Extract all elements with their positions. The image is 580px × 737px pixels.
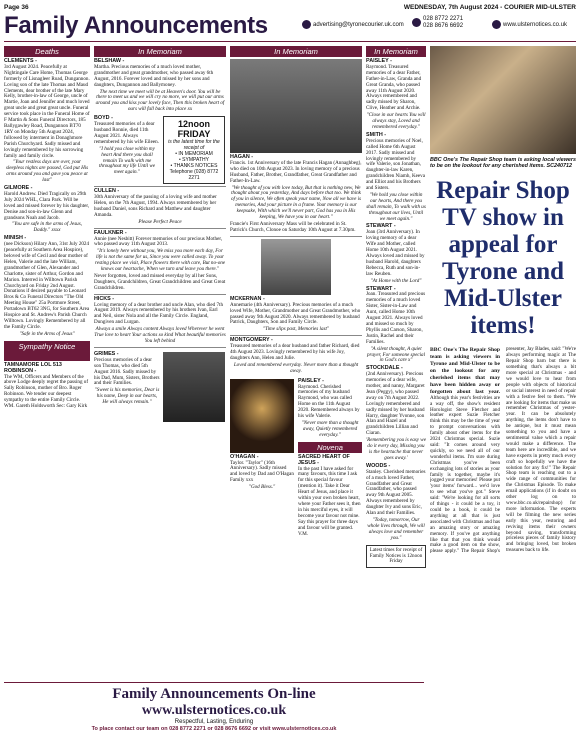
memoriam-notice	[94, 231, 226, 292]
page-title: Family Announcements	[4, 12, 268, 39]
deadline-item: • IN MEMORIAM	[175, 151, 213, 158]
phone-icon	[412, 18, 421, 27]
notice-name: O'HAGAN -	[230, 453, 259, 460]
notice-verse: Always a smile Always content Always loved Wherever he went True love to heart Your actions so kind What beautiful memories You left behind	[94, 326, 226, 344]
notice-name: STOCKDALE -	[366, 365, 403, 372]
memoriam-notice	[94, 297, 226, 345]
notice-verse: "Time slips past, Memories last"	[262, 326, 330, 333]
memoriam-notice	[366, 287, 426, 365]
masthead	[4, 12, 576, 42]
notice-name: CLEMENTS -	[4, 58, 37, 64]
deadline-text: is the latest time for the receipt of	[168, 139, 220, 152]
notice-text: Harold Andrew. Died Tragically on 29th July 2024 WHL, Clara Park. Will be loved and missed forever by his daughter, Denise and son-in-law Glenn and grandsons Noah and Jacob.	[4, 190, 90, 221]
memoriam-notice	[230, 338, 362, 374]
notice-verse: "Today, tomorrow, Our whole lives through, We will always love and remember you."	[367, 516, 425, 541]
memoriam-notice	[366, 366, 426, 462]
notice-text: Loving memory of a dear brother and uncle Alan, who died 7th August 2019. Always remembered by his brothers Ivan, Earl and Neil, sister Nola and all the Family Circle. England, Dungiven and Lurgan.	[94, 301, 224, 326]
in-memoriam-column-2	[230, 46, 362, 680]
notice-text: Treasured memories of a dear husband and father Richard, died 4th August 2023. Lovingly remembered by his wife Joy, daughters Ann, Helen and Julie.	[230, 343, 360, 361]
notice-text: Annemarie (4th Anniversary). Precious memories of a much loved Wife, Mother, Grandmother and Great Grandmother, who passed away 9th August 2020. Always remembered by husband Patrick, Daughters, Son and Family Circle.	[230, 301, 361, 326]
story-body	[430, 347, 576, 555]
memoriam-notice	[298, 379, 362, 439]
deadline-telephone: Telephone (028) 8772 2271	[169, 169, 219, 182]
notice-text: Precious memories of Noel, called Home 6th August 2017. Sadly missed and lovingly remembered by wife Valerie, son Jonathan, daughter-in-law Karen, grandchildren Niamh, Keeva and Elliot and his Brothers and Sisters.	[366, 137, 425, 192]
notice-verse: 'Remembering you is easy we do it every day, Missing you is the heartache that never goes away.'	[366, 437, 426, 461]
notice-text: 3rd August 2024. Peacefully at Nightingale Care Home, Thomas George formerly of Lisnagleer Road, Dungannon. Loving son of the late Thomas and Maud Clements, dear brother of the late Mary Kelly, brother-in-law of George, uncle of Martie, Joan and Jennifer and much loved great uncle and great great uncle. Funeral service took place in the Funeral Home of F Martin & Sons Funeral Directors, 185 Ballygawley Road, Dungannon BT70 1RY on Monday 5th August 2024, followed by interment in Donaghmore Parish Churchyard. Sadly missed and lovingly remembered by his sorrowing family and family circle.	[4, 63, 90, 159]
notice-text: 30th Anniversary of the passing of a loving wife and mother Helen, on the 7th August, 1994. Always remembered by her husband Daniel, sons Richard and Matthew and daughter Amanda.	[94, 194, 217, 218]
footer-banner	[4, 682, 424, 733]
in-memoriam-heading: In Memoriam	[94, 46, 226, 57]
footer-title: Family Announcements On-line	[112, 686, 316, 702]
notice-name: STEWART -	[366, 285, 396, 292]
notice-name: MINISH -	[4, 235, 27, 242]
novena-notice	[298, 455, 362, 538]
footer-strapline: Respectful, Lasting, Enduring	[174, 719, 254, 725]
notice-text: (2nd Anniversary). Precious memories of a dear wife, mother, and nanny, Margaret Jean (Peggy), who passed away on 7th August 2022. Lovingly remembered and sadly missed by her husband Harry, daughter Yvonne, son Alan and Hazel and grandchildren Lillian and Ciaran.	[366, 371, 425, 437]
notice-text: Martha. Precious memories of a much loved mother, grandmother and great grandmother, who passed away 6th August, 2016. Forever loved and missed by her sons and daughters, Dungannon and Ballymoney.	[94, 63, 214, 88]
divider	[230, 236, 362, 237]
notice-verse: "Sweet is his memories, Dear is his name, Deep in our hearts, He will always remain."	[94, 387, 160, 406]
deaths-heading: Deaths	[4, 46, 90, 57]
story-headline: Repair Shop TV show in appeal for Tyrone and Mid-Ulster items!	[436, 177, 570, 340]
deadline-item: • THANKS NOTICES	[170, 163, 218, 170]
notice-text: Francie's First Anniversary Mass will be celebrated in St. Patrick's Church, Clonoe on Saturday 10th August at 7.30pm.	[230, 220, 356, 233]
memoriam-notice	[366, 464, 426, 542]
notice-text: Annie (nee Nesbitt) Forever memories of our precious Mother, who passed away 11th August 2013.	[94, 235, 223, 248]
notice-name: CULLEN -	[94, 188, 120, 195]
page-number: Page 36	[4, 4, 29, 11]
footer-contact: To place contact our team on 028 8772 2271 or 028 8676 6692 or visit www.ulsternotices.co.uk	[91, 726, 337, 732]
notice-verse: "God Bless."	[248, 484, 276, 491]
notice-name: BOYD -	[94, 115, 113, 122]
story-photo	[430, 46, 576, 154]
memoriam-photo	[163, 352, 225, 422]
notices-deadline-box: Latest times for receipt of Family Notices is 12noon Friday	[366, 545, 426, 569]
death-notice	[4, 186, 90, 234]
notice-name: PAISLEY -	[366, 58, 392, 64]
notice-name: HAGAN -	[230, 154, 254, 160]
notice-text: Raymond. Treasured memories of a dear Father, Father-in-Law, Granda and Great Granda, who passed away 11th August 2020. Always remembered and sadly missed by Sharon, Clive, Heather and Archie.	[366, 63, 422, 112]
notice-verse: "I hold you close within my heart And there you shall remain To walk with me throughout my life Until we meet again."	[98, 145, 156, 176]
memoriam-notice	[94, 114, 160, 184]
notice-verse: The next time we meet will be at Heaven's door. You will be there to meet us and we will cry no more, we will put our arms around you and kiss your lovely face, Then this broken heart of ours will fall back into place xx	[95, 88, 225, 113]
divider	[230, 335, 362, 336]
memoriam-photo	[230, 59, 362, 153]
sympathy-heading: Sympathy Notice	[4, 341, 90, 361]
lower-split	[230, 377, 362, 538]
in-memoriam-heading: In Memoriam	[230, 46, 362, 57]
notice-verse: "Safe in the Arms of Jesus"	[19, 330, 75, 337]
notice-text: Raymond. Cherished memories of my husband Raymond, who was called Home on the 11th August 2020. Remembered always by his wife Valerie.	[298, 383, 360, 420]
deadline-box	[163, 116, 225, 184]
notice-name: GRIMES -	[94, 350, 119, 357]
issue-date-line: WEDNESDAY, 7th August 2024 - COURIER MID-ULSTER	[403, 4, 576, 11]
email-contact[interactable]	[302, 20, 404, 29]
grimes-row	[94, 350, 226, 424]
divider	[94, 228, 226, 229]
memoriam-notice	[366, 59, 426, 131]
story-text: Although this year's festivities are a way off, the show's resident Horologist Steve Fletcher and leather expert Suzie Fletcher think this may be the time of year to prompt conversations with family about other items for the 2024 Christmas special. Suzie said: "It comes around very quickly, so we need all of our wonderful items. I'm sure during Christmas you've been exchanging lots of stories as your family is together, maybe it's jogged your memories! Please put 'your items' forward... we'd love to see what you've got." Steve said: "We're looking for all sorts of things - it could be a toy, it could be a book, it could be anything at all that is just associated with Christmas and has an amazing story or amazing memory. If you've got anything like that that you think would make a good item on the show, please apply." The Repair Shop's presenter, Jay Blades, said: "We're always performing magic at The Repair Shop barn but there is something that's always a bit more special at Christmas - and we would love to hear from people with objects of historical or social interest in need of repair with a festive feel to them. "We are looking for items that make us remember Christmas of yester-year. It can be absolutely anything, the items don't have to be antique, but it must mean something to you and have a sentimental value which a repair would make a difference. The team here are incredible, and we have experts in pretty much every craft so hopefully we have the solution for any fix!" The Repair Shop team is reaching out to a wide range of communities for the Christmas Episode. To make email applications (if in doubt on other log on to www.bbc.co.uk/repairshop) for more information. The experts will be filming the new series early this year, restoring and reviving items their owners beyond saving, transforming priceless pieces of family history and bringing loved, but broken treasures back to life.	[430, 346, 576, 555]
notice-name: MONTGOMERY -	[230, 337, 273, 344]
phone-contact	[412, 16, 463, 30]
memoriam-notice	[230, 155, 362, 234]
memoriam-notice	[94, 189, 226, 225]
notice-text: In the past I have asked for many favours, this time I ask for this special favour (mention it). Take it Dear Heart of Jesus, and place it within your own broken heart, where your Father sees it, then in his merciful eyes, it will become your favour not mine. Say this prayer for three days and favour will be granted. V.M.	[298, 465, 361, 537]
notice-text: Joan. Treasured and precious memories of a much loved Sister, Sister-in-Law and Aunt, called Home 10th August 2021. Always loved and missed so much by Phyllis and Carson, Sharon, Justin, Rachel and their Families.	[366, 291, 426, 345]
notice-name: SMITH -	[366, 131, 387, 138]
in-memoriam-column-1	[94, 46, 226, 680]
notice-verse: "We thought of you with love today, But that is nothing new, We thought about you yesterday, And days before that too. We think of you in silence, We often speak your name, Now all we have is memories, And your picture in a frame. Your memory is our keepsake, With which we'll never part, God has you in His keeping, We have you in our heart."	[230, 184, 362, 221]
lower-right	[298, 377, 362, 538]
boyd-row	[94, 114, 226, 184]
notice-name: TAMNAMORE LOL 513 ROBINSON -	[4, 361, 62, 374]
notice-text: Precious memories of a dear son Thomas, who died 5th August 2016. Sadly missed by his Dad, Mum, Sisters, Brothers and their Families.	[94, 356, 160, 387]
memoriam-notice	[94, 59, 226, 113]
email-icon	[302, 20, 311, 29]
notice-name: BELSHAW -	[94, 58, 125, 64]
notice-name: SACRED HEART OF JESUS -	[298, 453, 350, 466]
memoriam-photo	[261, 239, 331, 295]
novena-heading: Novena	[298, 442, 362, 453]
notice-verse: "You are safe in the arms of Jesus, Daddy." xxxx	[12, 221, 82, 234]
globe-icon	[492, 20, 501, 29]
in-memoriam-column-3	[366, 46, 426, 680]
notice-text: (nee Dickson) Hilary Ann, 31st July 2024 (peacefully at Southern Area Hospice), beloved wife of Cecil and dear mother of Helen, Valerie and the late William, grandmother of Glen, Alexander and Charlotte, sister of Arthur, Gordon and Marion. Interred in Willtown Parish Churchyard on Friday 2nd August. Donations if desired payable to Leonard Bros & Co Funeral Directors "The Old Meeting House" 25a Portmore Street, Portadown BT62 3NG, for Southern Area Hospice and St. Andrew's Parish Church Willtown. Lovingly Remembered by all the Family Circle.	[4, 241, 90, 330]
story-lead: BBC One's The Repair Shop team is asking viewers in Tyrone and Mid-Ulster to be on the lookout for any cherished items that may have been hidden away or forgotten about last year.	[430, 347, 500, 395]
notice-text: The WM, Officers and Members of the above Lodge deeply regret the passing of Sally Robinson, mother of Bro. Roger Robinson. We tender our deepest sympathy to the entire Family Circle. WM. Gareth Holdsworth Sec: Gary Kirk	[4, 373, 89, 410]
divider	[94, 294, 226, 295]
death-notice	[4, 236, 90, 337]
divider	[94, 347, 226, 348]
divider	[94, 186, 226, 187]
memoriam-notice	[366, 224, 426, 284]
in-memoriam-heading: In Memoriam	[366, 46, 426, 57]
notice-text: Taylor. "Taylor" (16th Anniversary). Sadly missed and loved by Dad and O'Hagan Family xxx	[230, 459, 294, 484]
deadline-item: • SYMPATHY	[179, 157, 209, 164]
notice-text: Treasured memories of a dear husband Ronnie, died 11th August 2021. Always remembered by his wife Eileen.	[94, 121, 159, 145]
phone-1: 028 8772 2271	[423, 16, 464, 22]
memoriam-notice	[230, 455, 294, 491]
footer-url[interactable]: www.ulsternotices.co.uk	[141, 703, 287, 718]
notice-verse: "We hold you close within our hearts, And there you shall remain, To walk with us throughout our lives, Until we meet again."	[366, 191, 426, 222]
notice-verse: "A silent thought, A quiet prayer, For someone special in God's care x"	[366, 345, 425, 364]
notice-verse: Please Perfect Peace	[138, 218, 182, 225]
memoriam-notice	[366, 133, 426, 223]
deadline-time: 12noon	[177, 119, 210, 130]
story-caption: BBC One's The Repair Shop team is asking local viewers to be on the lookout for any cherished items. SC240712	[430, 157, 576, 170]
email-text: advertising@tyronecourier.uk.com	[313, 22, 404, 29]
memoriam-notice	[94, 350, 160, 424]
notice-verse: "Your restless days are over, your sleepless nights are passed, God put His arms around you and gave you peace at last"	[5, 159, 89, 184]
memoriam-notice	[230, 297, 362, 333]
phone-2: 028 8676 6692	[423, 23, 464, 29]
notice-text: Never forgotten, loved and missed everyday by all her Sons, Daughters, Grandchildren, Great Grandchildren and Great Great Grandchildren.	[94, 272, 226, 291]
notice-verse: "At Home with the Lord"	[370, 277, 422, 284]
notice-verse: "Never more than a thought away, Quietly remembered everyday."	[301, 420, 359, 438]
notice-name: STEWART -	[366, 223, 396, 230]
notice-verse: "It's lonely here without you, We miss you more each day, For life is not the same for us, Since you were called away. To your resting place we visit, Place flowers there with care, But no-one knows our heartache, When we turn and leave you there."	[94, 248, 226, 273]
notice-text: Stanley. Cherished memories of a much loved Father, Grandfather and Great Grandfather, who passed away 9th August 2005. Always remembered by daughter Ivy and sons Eric, Alan and their Families.	[366, 468, 426, 517]
notice-name: FAULKNER -	[94, 229, 127, 236]
notice-verse: Loved and remembered everyday. Never more than a thought away.	[233, 361, 359, 374]
candle-photo	[230, 379, 294, 453]
notice-text: Francis. 1st Anniversary of the late Francis Hagan (Annaghbeg), who died on 10th August 2023. In loving memory of a precious Husband, Father, Brother, Grandfather, Great Grandfather and Father-In-Law.	[230, 159, 362, 184]
death-notice	[4, 59, 90, 184]
notice-name: PAISLEY -	[298, 377, 324, 384]
sympathy-notice	[4, 363, 90, 410]
website-text: www.ulsternotices.co.uk	[503, 22, 568, 29]
website-contact[interactable]	[492, 20, 567, 29]
notice-text: Joan (3rd Anniversary). In loving memory of a dear Wife and Mother, called Home 10th August 2021. Always loved and missed by husband Harold, daughters Rebecca, Ruth and son-in-law Reuben.	[366, 229, 425, 277]
lower-left	[230, 377, 294, 538]
notice-name: HICKS -	[94, 295, 115, 302]
notice-name: MCKERNAN -	[230, 295, 265, 302]
notice-verse: "Close in our hearts You will always stay, Loved and remembered everyday."	[366, 112, 426, 130]
deaths-column	[4, 46, 90, 680]
news-story	[430, 46, 576, 732]
notice-name: GILMORE -	[4, 185, 33, 192]
notice-name: WOODS -	[366, 462, 391, 469]
deadline-day: FRIDAY	[177, 129, 211, 140]
